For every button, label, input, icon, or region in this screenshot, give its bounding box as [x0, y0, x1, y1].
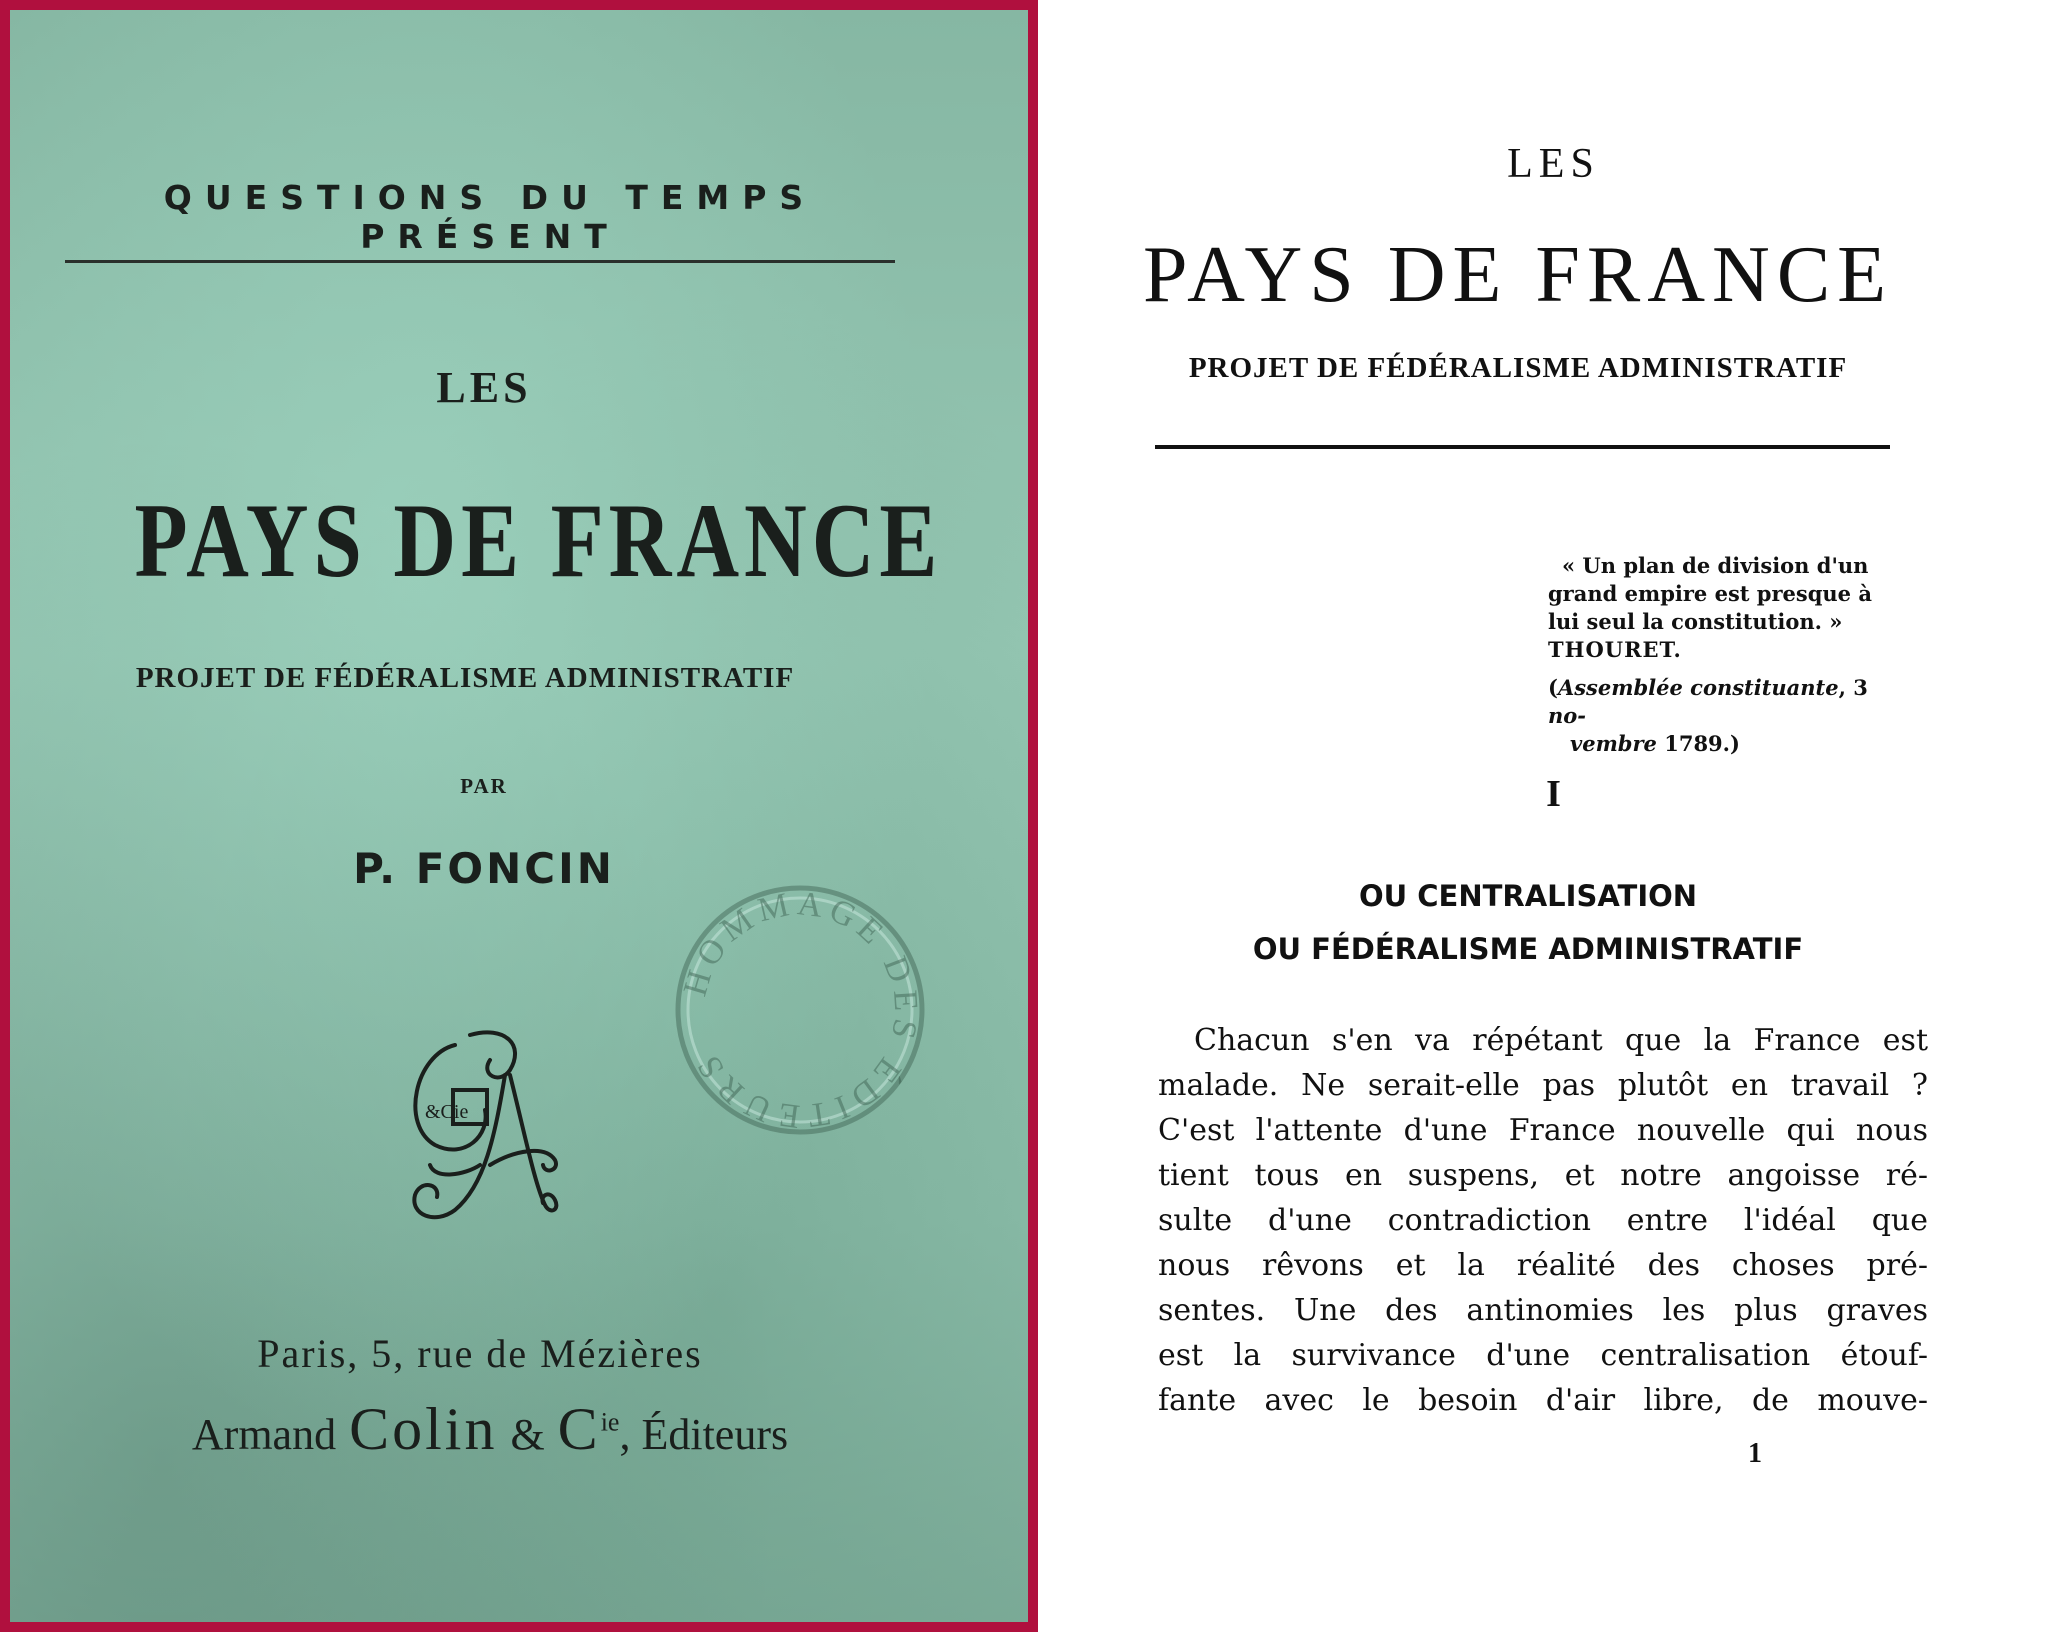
stamp-text: HOMMAGE DES ÉDITEURS [676, 885, 925, 1135]
epigraph-line: « Un plan de division d'un [1562, 553, 1869, 578]
body-line: C'est l'attente d'une France nouvelle qui nous [1158, 1113, 1928, 1148]
cover-par: PAR [460, 774, 508, 798]
body-line: nous rêvons et la réalité des choses pré- [1158, 1248, 1928, 1283]
page-subtitle: PROJET DE FÉDÉRALISME ADMINISTRATIF [1188, 352, 1848, 384]
monogram-text: &Cie [425, 1101, 469, 1123]
cover-series-title: QUESTIONS DU TEMPS PRÉSENT [163, 178, 817, 256]
epigraph-line: lui seul la constitution. » [1548, 609, 1843, 634]
chapter-title [1138, 870, 1918, 976]
epigraph-source-line2 [1548, 730, 1908, 758]
chapter-title-line: OU FÉDÉRALISME ADMINISTRATIF [1252, 932, 1804, 966]
source-italic2: no- [1548, 703, 1586, 728]
cover-publisher [80, 1395, 900, 1464]
publisher-ie: ie [600, 1407, 620, 1437]
publisher-monogram-icon [395, 1015, 565, 1230]
body-line: sulte d'une contradiction entre l'idéal que [1158, 1203, 1928, 1238]
publisher-name: Colin [349, 1396, 498, 1462]
epigraph [1548, 552, 1908, 758]
body-line: Chacun s'en va répétant que la France est [1194, 1023, 1928, 1058]
cover-divider [65, 260, 895, 263]
epigraph-source [1548, 674, 1908, 730]
cover-title: PAYS DE FRANCE [134, 482, 943, 599]
source-italic: Assemblée constituante [1557, 675, 1839, 700]
body-line: fante avec le besoin d'air libre, de mouve- [1158, 1383, 1928, 1418]
cover-address: Paris, 5, rue de Mézières [257, 1331, 703, 1376]
source-line2-rest: 1789.) [1656, 731, 1740, 756]
epigraph-line: grand empire est presque à [1548, 581, 1872, 606]
body-line: tient tous en suspens, et notre angoisse ré- [1158, 1158, 1928, 1193]
page-divider [1155, 445, 1890, 449]
publisher-editeurs: , Éditeurs [619, 1410, 789, 1459]
page-les: LES [1507, 141, 1600, 187]
cover-subtitle: PROJET DE FÉDÉRALISME ADMINISTRATIF [135, 662, 795, 694]
source-line2-italic: vembre [1570, 731, 1657, 756]
publisher-c: C [557, 1396, 601, 1462]
epigraph-attribution: THOURET. [1548, 637, 1682, 662]
page-title: PAYS DE FRANCE [1142, 231, 1894, 319]
source-mid: , 3 [1838, 675, 1868, 700]
source-open: ( [1548, 675, 1558, 700]
cover-author: P. FONCIN [353, 844, 615, 893]
body-paragraph [1158, 1018, 1928, 1423]
hommage-stamp-icon [665, 875, 935, 1145]
chapter-number: I [1546, 773, 1561, 815]
chapter-title-line: OU CENTRALISATION [1358, 879, 1698, 913]
publisher-amp: & [510, 1410, 545, 1459]
body-line: est la survivance d'une centralisation étouf- [1158, 1338, 1928, 1373]
page-number: 1 [1748, 1438, 1762, 1469]
body-line: sentes. Une des antinomies les plus graves [1158, 1293, 1928, 1328]
body-line: malade. Ne serait-elle pas plutôt en travail ? [1158, 1068, 1928, 1103]
cover-les: LES [436, 363, 532, 412]
publisher-first-name: Armand [191, 1410, 337, 1459]
title-page [1038, 0, 2069, 1632]
